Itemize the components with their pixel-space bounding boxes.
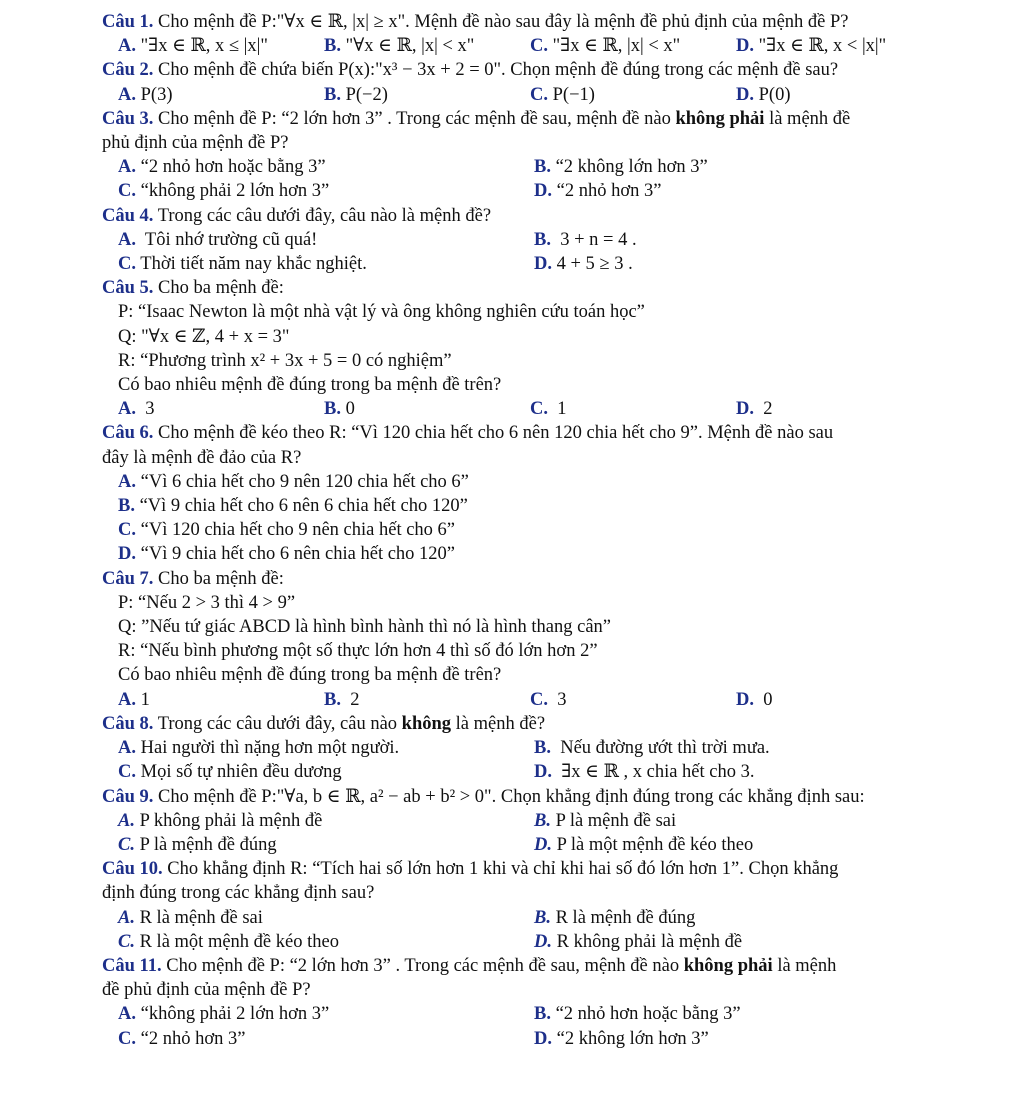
- question-number: Câu 2.: [102, 60, 154, 81]
- options-row: [102, 930, 984, 954]
- options-row: [102, 1027, 984, 1051]
- question-10: [102, 857, 984, 954]
- question-2: [102, 58, 984, 106]
- question-number: Câu 10.: [102, 859, 163, 880]
- option-d[interactable]: D. R không phải là mệnh đề: [534, 931, 743, 952]
- statement-p: P: “Nếu 2 > 3 thì 4 > 9”: [118, 592, 296, 613]
- question-text: Cho ba mệnh đề:: [158, 568, 284, 589]
- question-8: [102, 712, 984, 785]
- options-row: [102, 228, 984, 252]
- option-b[interactable]: B. “Vì 9 chia hết cho 6 nên 6 chia hết cho 120”: [118, 496, 468, 517]
- statement-q: Q: "∀x ∈ ℤ, 4 + x = 3": [118, 326, 290, 347]
- option-b[interactable]: B. 2: [324, 689, 360, 710]
- options-row: [102, 809, 984, 833]
- option-d[interactable]: D. “2 không lớn hơn 3”: [534, 1028, 709, 1049]
- option-a[interactable]: A. P không phải là mệnh đề: [118, 810, 323, 831]
- question-text: Cho mệnh đề P: “2 lớn hơn 3” . Trong các mệnh đề sau, mệnh đề nào: [166, 955, 680, 976]
- question-3: [102, 107, 984, 204]
- question-text: Cho mệnh đề chứa biến P(x):"x³ − 3x + 2 = 0". Chọn mệnh đề đúng trong các mệnh đề sau?: [158, 60, 839, 81]
- option-d[interactable]: D. P(0): [736, 84, 791, 105]
- option-c[interactable]: C. P là mệnh đề đúng: [118, 834, 277, 855]
- question-number: Câu 7.: [102, 568, 154, 589]
- question-4: [102, 204, 984, 277]
- options-row: [102, 760, 984, 784]
- option-c[interactable]: C. Mọi số tự nhiên đều dương: [118, 762, 342, 783]
- option-c[interactable]: C. R là một mệnh đề kéo theo: [118, 931, 339, 952]
- option-c[interactable]: C. “không phải 2 lớn hơn 3”: [118, 181, 330, 202]
- question-number: Câu 3.: [102, 108, 154, 129]
- option-d[interactable]: D. ∃x ∈ ℝ , x chia hết cho 3.: [534, 762, 755, 783]
- statement-r: R: “Nếu bình phương một số thực lớn hơn 4 thì số đó lớn hơn 2”: [118, 641, 598, 662]
- question-text-continued: đây là mệnh đề đảo của R?: [102, 447, 302, 468]
- question-text-continued: định đúng trong các khẳng định sau?: [102, 883, 375, 904]
- option-d[interactable]: D. "∃x ∈ ℝ, x < |x|": [736, 36, 887, 57]
- option-b[interactable]: B. P là mệnh đề sai: [534, 810, 677, 831]
- question-text-tail: là mệnh đề?: [455, 713, 546, 734]
- option-d[interactable]: D. 4 + 5 ≥ 3 .: [534, 254, 633, 275]
- option-b[interactable]: B. "∀x ∈ ℝ, |x| < x": [324, 36, 475, 57]
- question-text-continued: đề phủ định của mệnh đề P?: [102, 980, 311, 1001]
- option-d[interactable]: D. P là một mệnh đề kéo theo: [534, 834, 754, 855]
- option-c[interactable]: C. P(−1): [530, 84, 595, 105]
- option-b[interactable]: B. “2 không lớn hơn 3”: [534, 157, 708, 178]
- question-text-tail: là mệnh đề: [769, 108, 851, 129]
- statement-q: Q: ”Nếu tứ giác ABCD là hình bình hành thì nó là hình thang cân”: [118, 617, 611, 638]
- question-number: Câu 9.: [102, 786, 154, 807]
- option-d[interactable]: D. 0: [736, 689, 773, 710]
- question-emphasis: không phải: [675, 108, 765, 129]
- question-11: [102, 954, 984, 1051]
- question-text: Cho mệnh đề P: “2 lớn hơn 3” . Trong các mệnh đề sau, mệnh đề nào: [158, 108, 671, 129]
- option-a[interactable]: A. Hai người thì nặng hơn một người.: [118, 738, 400, 759]
- sub-question: Có bao nhiêu mệnh đề đúng trong ba mệnh đề trên?: [118, 665, 502, 686]
- options-row: [102, 83, 984, 107]
- option-c[interactable]: C. 3: [530, 689, 567, 710]
- option-d[interactable]: D. “Vì 9 chia hết cho 6 nên chia hết cho 120”: [118, 544, 456, 565]
- question-number: Câu 11.: [102, 955, 162, 976]
- option-c[interactable]: C. “2 nhỏ hơn 3”: [118, 1028, 246, 1049]
- question-9: [102, 785, 984, 858]
- option-a[interactable]: A. “2 nhỏ hơn hoặc bằng 3”: [118, 157, 326, 178]
- question-number: Câu 1.: [102, 12, 154, 32]
- option-a[interactable]: A. "∃x ∈ ℝ, x ≤ |x|": [118, 36, 268, 57]
- option-d[interactable]: D. 2: [736, 399, 773, 420]
- question-text: Cho mệnh đề P:"∀x ∈ ℝ, |x| ≥ x". Mệnh đề nào sau đây là mệnh đề phủ định của mệnh đề P?: [158, 12, 849, 32]
- options-row: [102, 179, 984, 203]
- option-a[interactable]: A. P(3): [118, 84, 173, 105]
- question-emphasis: không phải: [683, 955, 773, 976]
- option-a[interactable]: A. R là mệnh đề sai: [118, 907, 263, 928]
- question-number: Câu 5.: [102, 278, 154, 299]
- question-text: Trong các câu dưới đây, câu nào là mệnh đề?: [157, 205, 492, 226]
- option-a[interactable]: A. 3: [118, 399, 155, 420]
- option-c[interactable]: C. 1: [530, 399, 567, 420]
- options-row: [102, 34, 984, 58]
- option-a[interactable]: A. 1: [118, 689, 150, 710]
- question-emphasis: không: [401, 713, 452, 734]
- statement-p: P: “Isaac Newton là một nhà vật lý và ông không nghiên cứu toán học”: [118, 302, 645, 323]
- question-text: Cho mệnh đề kéo theo R: “Vì 120 chia hết cho 6 nên 120 chia hết cho 9”. Mệnh đề nào sau: [158, 423, 834, 444]
- question-5: [102, 276, 984, 421]
- option-b[interactable]: B. R là mệnh đề đúng: [534, 907, 696, 928]
- option-d[interactable]: D. “2 nhỏ hơn 3”: [534, 181, 662, 202]
- question-text: Trong các câu dưới đây, câu nào: [157, 713, 398, 734]
- question-number: Câu 8.: [102, 713, 154, 734]
- option-a[interactable]: A. “Vì 6 chia hết cho 9 nên 120 chia hết cho 6”: [118, 471, 469, 492]
- question-6: [102, 421, 984, 566]
- option-b[interactable]: B. 3 + n = 4 .: [534, 229, 637, 250]
- options-row: [102, 688, 984, 712]
- question-text: Cho mệnh đề P:"∀a, b ∈ ℝ, a² − ab + b² > 0". Chọn khẳng định đúng trong các khẳng định sau:: [158, 786, 865, 807]
- option-c[interactable]: C. “Vì 120 chia hết cho 9 nên chia hết cho 6”: [118, 520, 456, 541]
- question-number: Câu 4.: [102, 205, 154, 226]
- question-7: [102, 567, 984, 712]
- option-a[interactable]: A. “không phải 2 lớn hơn 3”: [118, 1004, 330, 1025]
- question-number: Câu 6.: [102, 423, 154, 444]
- options-row: [102, 833, 984, 857]
- question-text-tail: là mệnh: [777, 955, 837, 976]
- options-row: [102, 1002, 984, 1026]
- options-row: [102, 155, 984, 179]
- options-row: [102, 252, 984, 276]
- question-text: Cho ba mệnh đề:: [158, 278, 284, 299]
- sub-question: Có bao nhiêu mệnh đề đúng trong ba mệnh đề trên?: [118, 375, 502, 396]
- statement-r: R: “Phương trình x² + 3x + 5 = 0 có nghiệm”: [118, 350, 452, 371]
- option-b[interactable]: B. “2 nhỏ hơn hoặc bằng 3”: [534, 1004, 741, 1025]
- option-b[interactable]: B. 0: [324, 399, 355, 420]
- question-text-continued: phủ định của mệnh đề P?: [102, 133, 289, 154]
- option-a[interactable]: A. Tôi nhớ trường cũ quá!: [118, 229, 318, 250]
- options-row: [102, 736, 984, 760]
- question-1: [102, 10, 984, 58]
- option-c[interactable]: C. Thời tiết năm nay khắc nghiệt.: [118, 254, 367, 275]
- options-row: [102, 906, 984, 930]
- option-c[interactable]: C. "∃x ∈ ℝ, |x| < x": [530, 36, 681, 57]
- question-text: Cho khẳng định R: “Tích hai số lớn hơn 1 khi và chỉ khi hai số đó lớn hơn 1”. Chọn khẳng: [167, 859, 839, 880]
- option-b[interactable]: B. Nếu đường ướt thì trời mưa.: [534, 738, 770, 759]
- options-row: [102, 397, 984, 421]
- option-b[interactable]: B. P(−2): [324, 84, 388, 105]
